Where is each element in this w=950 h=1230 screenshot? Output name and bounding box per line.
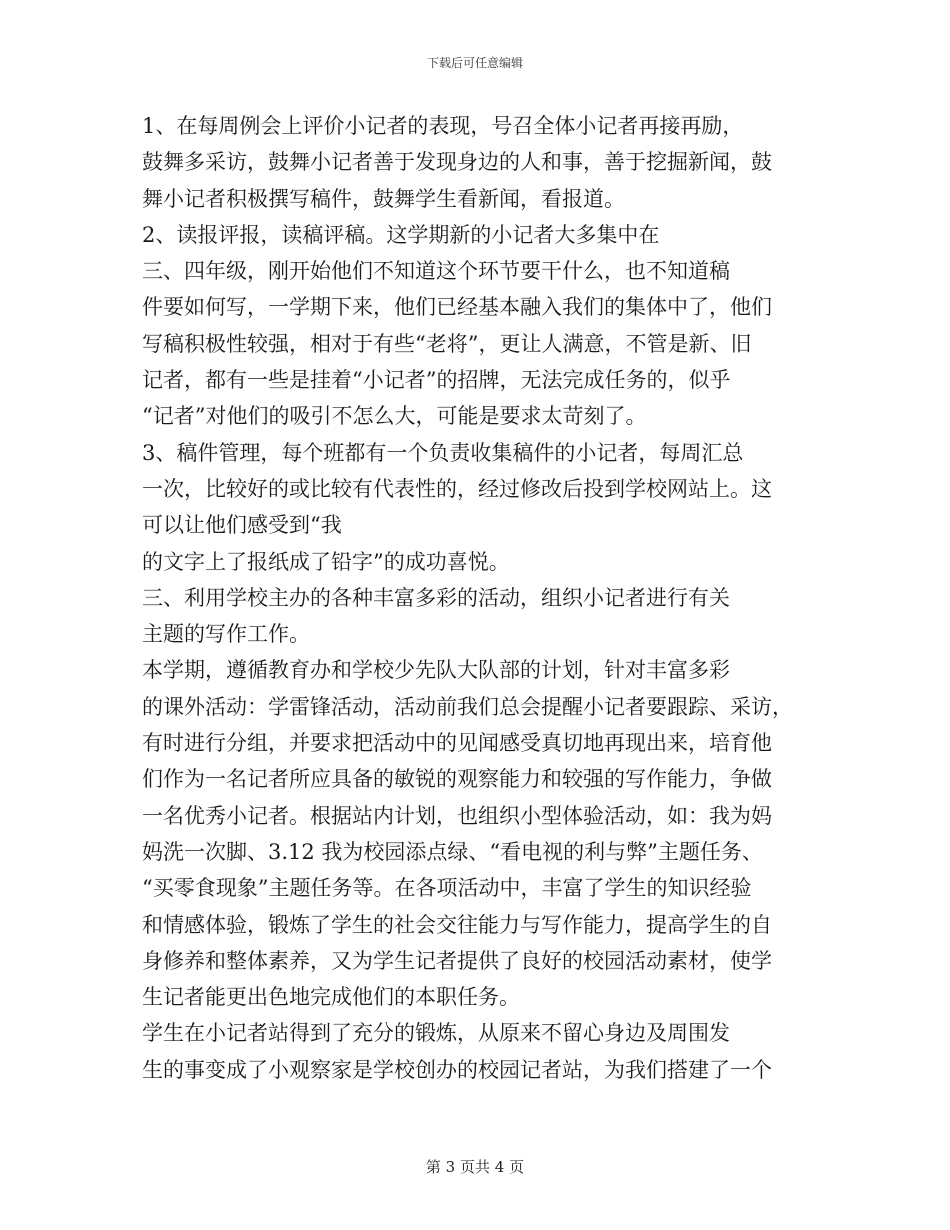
text-line: 可以让他们感受到“我 [142,513,342,538]
text-line: 一次，比较好的或比较有代表性的，经过修改后投到学校网站上。这 [142,476,772,501]
text-line: 的课外活动：学雷锋活动，活动前我们总会提醒小记者要跟踪、采访， [142,694,793,719]
text-line: 记者，都有一些是挂着“小记者”的招牌，无法完成任务的，似乎 [142,368,731,393]
text-line: 件要如何写，一学期下来，他们已经基本融入我们的集体中了，他们 [142,295,772,320]
text-line: 三、利用学校主办的各种丰富多彩的活动，组织小记者进行有关 [142,585,730,610]
text-line: 写稿积极性较强，相对于有些“老将”，更让人满意，不管是新、旧 [142,331,752,356]
text-line: 1、在每周例会上评价小记者的表现，号召全体小记者再接再励， [142,114,744,138]
text-line: 舞小记者积极撰写稿件，鼓舞学生看新闻，看报道。 [142,186,625,211]
text-line: 生的事变成了小观察家是学校创办的校园记者站，为我们搭建了一个 [142,1057,772,1082]
text-line: 的文字上了报纸成了铅字”的成功喜悦。 [142,549,510,574]
text-line: 们作为一名记者所应具备的敏锐的观察能力和较强的写作能力，争做 [142,767,772,792]
text-line: 本学期，遵循教育办和学校少先队大队部的计划，针对丰富多彩 [142,658,730,683]
text-line: “记者”对他们的吸引不怎么大，可能是要求太苛刻了。 [142,404,647,429]
text-line: 和情感体验，锻炼了学生的社会交往能力与写作能力，提高学生的自 [142,912,772,937]
text-line: 鼓舞多采访，鼓舞小记者善于发现身边的人和事，善于挖掘新闻，鼓 [142,150,772,175]
text-line: 学生在小记者站得到了充分的锻炼，从原来不留心身边及周围发 [142,1021,730,1046]
text-line: 主题的写作工作。 [142,622,310,647]
text-line: “买零食现象”主题任务等。在各项活动中，丰富了学生的知识经验 [142,876,752,901]
page-footer: 第 3 页共 4 页 [425,1158,525,1176]
text-line: 一名优秀小记者。根据站内计划，也组织小型体验活动，如：我为妈 [142,803,772,828]
page-header: 下载后可任意编辑 [426,56,523,70]
text-line: 三、四年级，刚开始他们不知道这个环节要干什么，也不知道稿 [142,259,730,284]
text-line: 2、读报评报，读稿评稿。这学期新的小记者大多集中在 [142,222,660,247]
text-line: 妈洗一次脚、3.12 我为校园添点绿、“看电视的利与弊”主题任务、 [142,839,763,864]
text-line: 有时进行分组，并要求把活动中的见闻感受真切地再现出来，培育他 [142,731,772,756]
text-line: 身修养和整体素养，又为学生记者提供了良好的校园活动素材，使学 [142,948,772,973]
document-body [142,108,808,1088]
text-line: 生记者能更出色地完成他们的本职任务。 [142,985,520,1010]
text-line: 3、稿件管理，每个班都有一个负责收集稿件的小记者，每周汇总 [142,440,744,465]
